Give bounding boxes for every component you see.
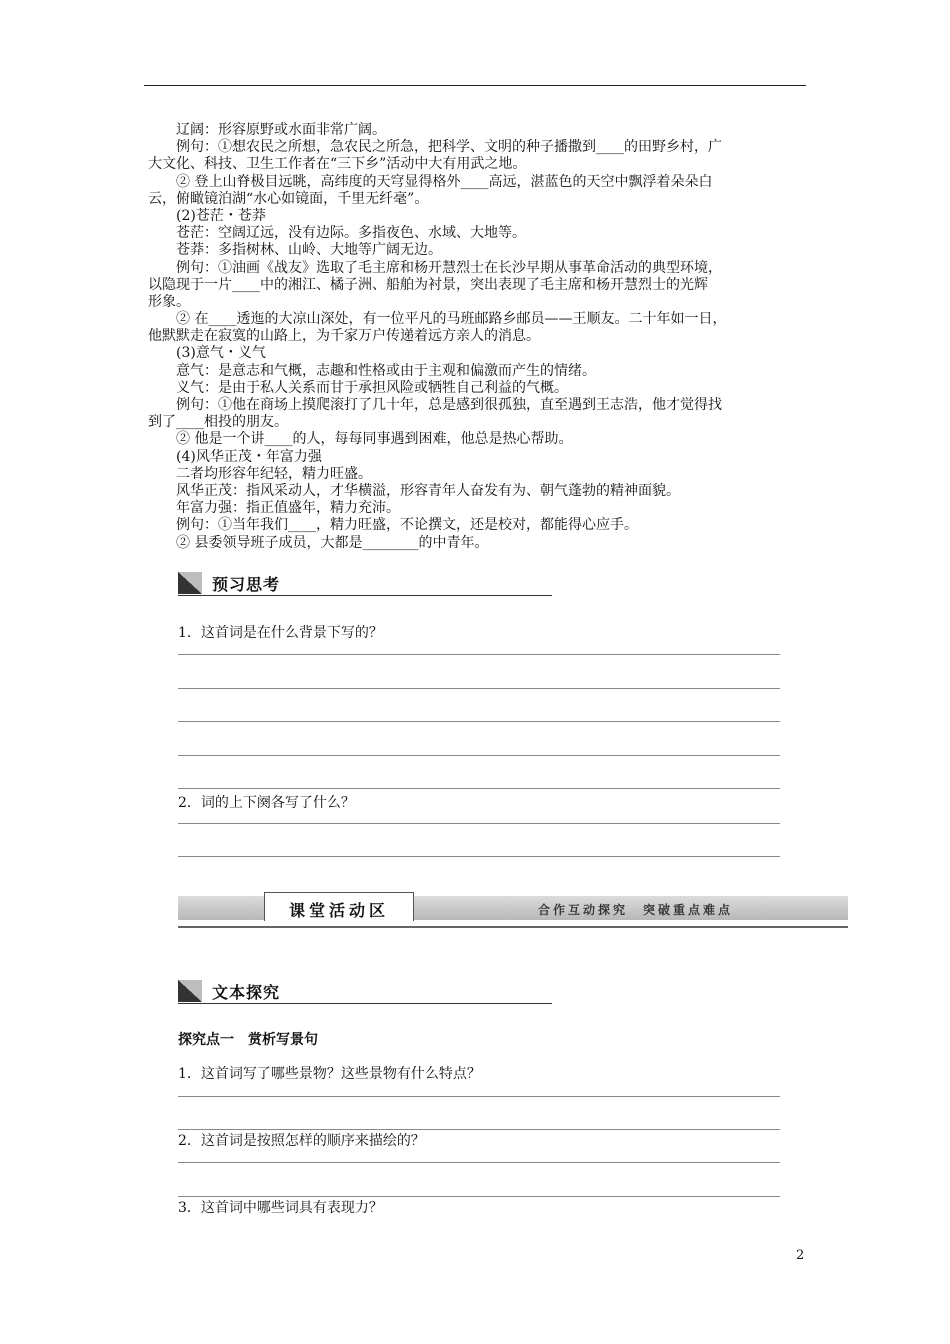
body-line: 他默默走在寂寞的山路上，为千家万户传递着远方亲人的消息。 [148, 328, 540, 345]
answer-line[interactable] [178, 688, 780, 689]
vocabulary-body [148, 122, 814, 552]
text-question-2: 2．这首词是按照怎样的顺序来描绘的？ [178, 1133, 425, 1149]
body-line: 二者均形容年纪轻，精力旺盛。 [176, 465, 372, 482]
body-line: 苍莽：多指树林、山岭、大地等广阔无边。 [176, 242, 442, 259]
body-line: ② 在____透迤的大凉山深处，有一位平凡的马班邮路乡邮员——王顺友。二十年如一日， [176, 311, 727, 328]
body-line: 年富力强：指正值盛年，精力充沛。 [176, 500, 400, 517]
body-line: ② 登上山脊极目远眺，高纬度的天穹显得格外____高远，湛蓝色的天空中飘浮着朵朵白 [176, 173, 713, 190]
body-line: 到了____相投的朋友。 [148, 414, 288, 431]
preview-question-1: 1．这首词是在什么背景下写的？ [178, 625, 383, 641]
answer-line[interactable] [178, 856, 780, 857]
body-line: 云，俯瞰镜泊湖“水心如镜面，千里无纤毫”。 [148, 190, 429, 207]
body-line: 苍茫：空阔辽远，没有边际。多指夜色、水域、大地等。 [176, 225, 526, 242]
section-preview-title: 预习思考 [212, 575, 281, 594]
answer-line[interactable] [178, 1096, 780, 1097]
section-marker-icon [178, 980, 202, 1002]
banner-tab [264, 892, 414, 921]
body-line: 例句：①想农民之所想，急农民之所急，把科学、文明的种子播撒到____的田野乡村，广 [176, 139, 722, 156]
inquiry-point-title: 探究点一 赏析写景句 [178, 1032, 318, 1048]
body-line: ② 他是一个讲____的人，每每同事遇到困难，他总是热心帮助。 [176, 431, 573, 448]
answer-line[interactable] [178, 755, 780, 756]
body-line: 形象。 [148, 293, 190, 310]
body-line: 以隐现于一片____中的湘江、橘子洲、船舶为衬景，突出表现了毛主席和杨开慧烈士的光辉 [148, 276, 708, 293]
body-line: 意气：是意志和气概，志趣和性格或由于主观和偏激而产生的情绪。 [176, 362, 596, 379]
classroom-activity-banner [178, 892, 848, 930]
body-line: 义气：是由于私人关系而甘于承担风险或牺牲自己利益的气概。 [176, 379, 568, 396]
section-marker-icon [178, 572, 202, 594]
answer-line[interactable] [178, 788, 780, 789]
text-question-1: 1．这首词写了哪些景物？这些景物有什么特点？ [178, 1066, 481, 1082]
answer-line[interactable] [178, 654, 780, 655]
body-line: (3)意气・义气 [176, 345, 266, 362]
answer-line[interactable] [178, 823, 780, 824]
body-line: ② 县委领导班子成员，大都是________的中青年。 [176, 534, 489, 551]
page-number: 2 [796, 1248, 805, 1263]
body-line: (2)苍茫・苍莽 [176, 207, 266, 224]
body-line: (4)风华正茂・年富力强 [176, 448, 322, 465]
body-line: 例句：①当年我们____，精力旺盛，不论撰文，还是校对，都能得心应手。 [176, 517, 638, 534]
body-line: 辽阔：形容原野或水面非常广阔。 [176, 122, 386, 138]
preview-question-2: 2．词的上下阕各写了什么？ [178, 795, 355, 811]
answer-line[interactable] [178, 1162, 780, 1163]
body-line: 例句：①他在商场上摸爬滚打了几十年，总是感到很孤独，直至遇到王志浩，他才觉得找 [176, 397, 722, 413]
answer-line[interactable] [178, 721, 780, 722]
section-preview-header [178, 571, 552, 596]
header-rule [144, 85, 806, 86]
text-question-3: 3．这首词中哪些词具有表现力？ [178, 1200, 383, 1216]
body-line: 例句：①油画《战友》选取了毛主席和杨开慧烈士在长沙早期从事革命活动的典型环境， [176, 259, 722, 276]
banner-underline [178, 926, 848, 928]
section-text-header [178, 979, 552, 1004]
section-text-title: 文本探究 [212, 983, 281, 1002]
banner-title: 课堂活动区 [288, 901, 389, 920]
banner-subtitle: 合作互动探究 突破重点难点 [538, 903, 734, 917]
body-line: 风华正茂：指风采动人，才华横溢，形容青年人奋发有为、朝气蓬勃的精神面貌。 [176, 482, 680, 499]
body-line: 大文化、科技、卫生工作者在“三下乡”活动中大有用武之地。 [148, 156, 527, 173]
